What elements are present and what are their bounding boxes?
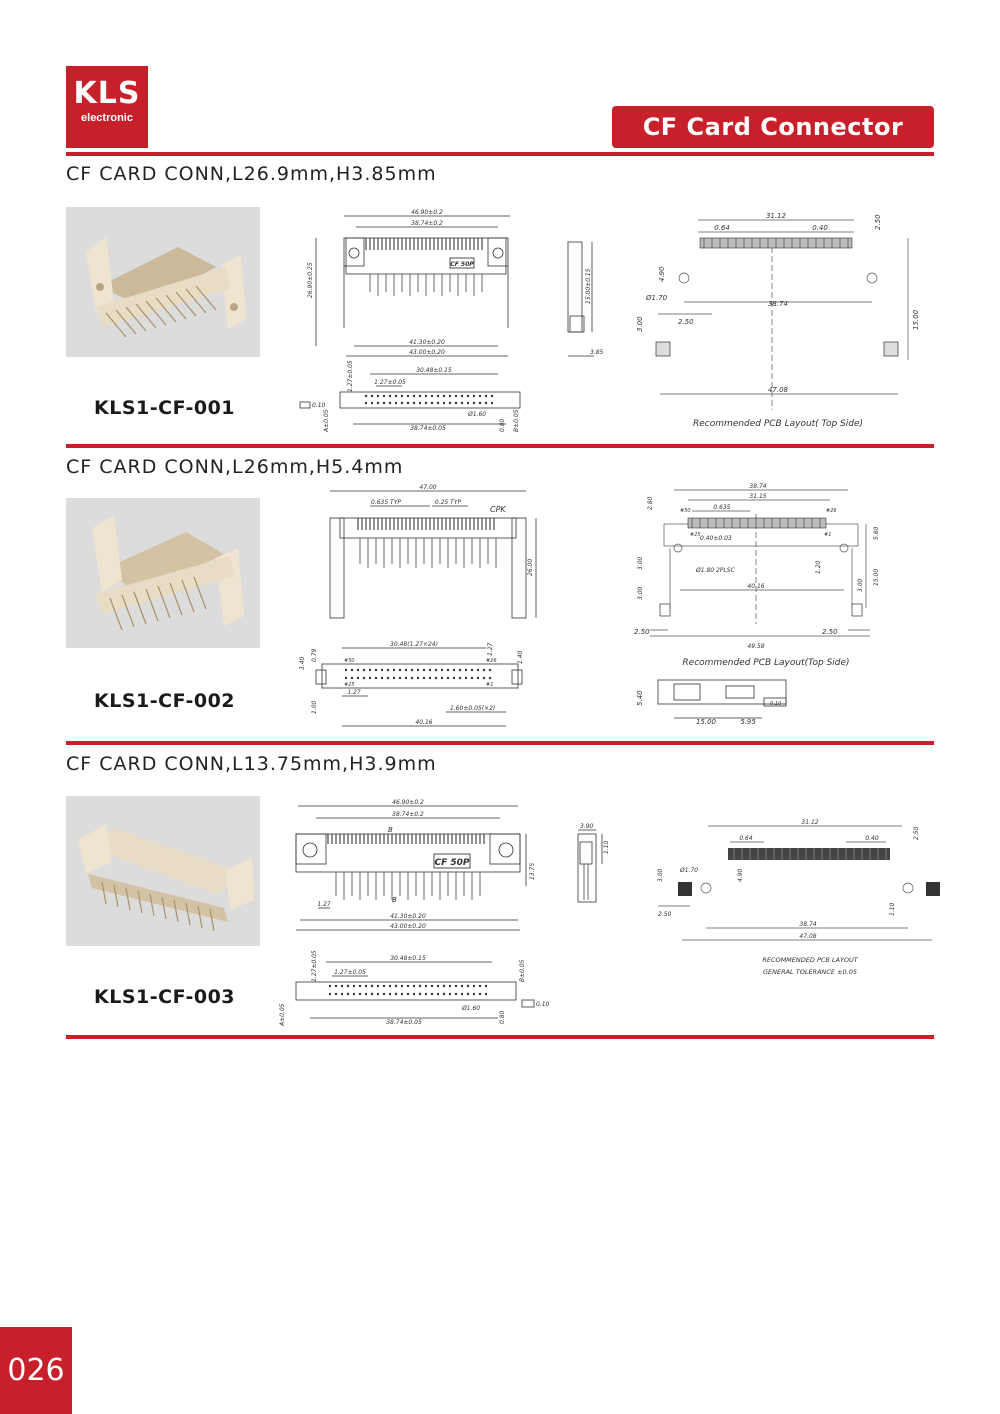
section-title: CF CARD CONN,L26mm,H5.4mm [66,456,404,478]
dim-label: 3.00 [637,586,644,600]
dim-label: 38.74±0.2 [392,811,424,818]
page-number: 026 [0,1327,72,1414]
logo-subtext: electronic [81,112,133,124]
dim-label: 3.40 [299,656,306,670]
dim-label: 2.50 [822,628,838,636]
side-view-drawing [630,676,800,728]
dim-label: 3.00 [637,556,644,570]
dim-label: 1.27±0.05 [347,360,354,392]
dim-label: 0.64 [714,224,730,232]
dim-label: A±0.05 [323,409,330,432]
dim-label: 1.27±0.05 [311,950,318,982]
dim-label: 5.40 [636,690,644,706]
dim-label: 3.90 [580,823,594,830]
pcb-layout-drawing [630,484,892,674]
dim-label: 2.50 [874,214,882,230]
dim-label: 0.635 TYP [370,499,402,506]
dim-label: A±0.05 [279,1003,286,1026]
dim-label: 1.60±0.05(×2) [450,705,496,712]
dim-label: 2.50 [658,911,672,918]
part-number: KLS1-CF-001 [94,397,236,419]
dim-label: Ø1.80 2PLSC [696,567,735,574]
dim-label: 38.74±0.2 [411,220,443,227]
dim-label: 38.74±0.05 [386,1019,422,1026]
side-view-drawing [572,820,616,904]
product-photo [66,207,260,357]
dim-label: B±0.05 [513,409,520,432]
dim-label: 1.27 [487,642,494,656]
dim-label: 26.00 [527,558,534,576]
chip-label: CF 50P [434,858,470,868]
dim-label: 1.27 [317,901,331,908]
brand-logo [66,66,148,148]
dim-label: Ø1.70 [646,294,668,302]
section-title: CF CARD CONN,L13.75mm,H3.9mm [66,753,437,775]
dim-label: 5.80 [873,526,880,540]
page-title: CF Card Connector [612,106,934,148]
bottom-view-drawing [298,360,528,436]
pin-label: #50 [680,508,691,514]
pcb-caption: GENERAL TOLERANCE ±0.05 [762,968,858,976]
chip-label: CF 50P [450,261,474,268]
dim-label: 38.74±0.05 [410,425,446,432]
divider [66,1035,934,1039]
part-number: KLS1-CF-003 [94,986,236,1008]
dim-label: 3.85 [590,349,604,356]
dim-label: 0.40 [865,835,879,842]
dim-label: 41.30±0.20 [409,339,445,346]
front-view-drawing [300,484,560,626]
pcb-layout-drawing [632,210,932,435]
dim-label: 0.40±0.03 [700,535,732,542]
dim-label: 47.08 [767,386,789,394]
pin-label: #26 [826,508,837,514]
product-photo [66,796,260,946]
part-number: KLS1-CF-002 [94,690,236,712]
dim-label: 30.48±0.15 [390,955,426,962]
dim-label: B [388,826,393,834]
dim-label: 2.80 [647,496,654,510]
pin-label: #25 [690,532,701,538]
dim-label: 0.80 [499,1010,506,1024]
pin-label: #1 [486,682,494,688]
dim-label: 31.12 [765,212,787,220]
dim-label: 47.00 [419,484,437,491]
pin-label: #26 [486,658,497,664]
dim-label: 4.90 [658,266,666,282]
connector-photo-2 [66,498,260,648]
dim-label: 3.00 [636,316,644,332]
dim-label: 15.00±0.15 [585,268,592,304]
dim-label: 1.27±0.05 [334,969,366,976]
dim-label: 40.16 [747,583,765,590]
dim-label: Ø1.60 [462,1005,481,1012]
logo-text: KLS [73,76,141,111]
dim-label: CPK [490,505,506,514]
pcb-layout-drawing [650,818,940,980]
product-photo [66,498,260,648]
dim-label: Ø1.70 [680,867,699,874]
dim-label: 13.75 [529,862,536,880]
dim-label: 38.74 [799,921,817,928]
dim-label: 0.10 [770,701,782,707]
dim-label: 2.50 [913,826,920,840]
dim-label: 30.48(1.27×24) [390,641,438,648]
dim-label: 38.74 [749,483,767,490]
dim-label: 0.40 [812,224,828,232]
dim-label: 1.27 [347,689,361,696]
dim-label: 2.50 [678,318,694,326]
bottom-view-drawing [296,640,536,730]
dim-label: 15.00 [873,568,880,586]
dim-label: 3.00 [857,578,864,592]
front-view-drawing [288,796,538,936]
side-view-drawing [560,240,610,360]
front-view-drawing [300,208,600,358]
pin-label: #25 [344,682,355,688]
dim-label: 43.00±0.20 [409,349,445,356]
divider [66,152,934,156]
dim-label: B±0.05 [519,959,526,982]
dim-label: 15.00 [912,309,920,330]
dim-label: 15.00 [695,718,717,726]
dim-label: 1.10 [889,902,896,916]
dim-label: 47.08 [799,933,817,940]
dim-label: Ø1.60 [468,411,487,418]
dim-label: 41.30±0.20 [390,913,426,920]
dim-label: 2.50 [634,628,650,636]
dim-label: 1.27±0.05 [374,379,406,386]
divider [66,444,934,448]
dim-label: 46.90±0.2 [392,799,424,806]
dim-label: 4.90 [737,868,744,882]
dim-label: 30.48±0.15 [416,367,452,374]
dim-label: 0.25 TYP [434,499,462,506]
pcb-caption: RECOMMENDED PCB LAYOUT [762,956,858,964]
dim-label: B [392,896,397,904]
dim-label: 46.90±0.2 [411,209,443,216]
dim-label: 5.95 [740,718,756,726]
dim-label: 43.00±0.20 [390,923,426,930]
divider [66,741,934,745]
dim-label: 1.20 [815,560,822,574]
dim-label: 49.58 [747,643,765,650]
dim-label: 0.79 [311,648,318,662]
section-title: CF CARD CONN,L26.9mm,H3.85mm [66,163,437,185]
dim-label: 26.90±0.25 [307,262,314,298]
connector-photo-1 [66,207,260,357]
dim-label: 0.10 [536,1001,550,1008]
bottom-view-drawing [276,950,550,1026]
pin-label: #1 [824,532,832,538]
pcb-caption: Recommended PCB Layout(Top Side) [682,658,850,668]
dim-label: 1.00 [311,700,318,714]
dim-label: 0.635 [713,504,731,511]
dim-label: 0.64 [739,835,753,842]
dim-label: 0.80 [499,418,506,432]
pcb-caption: Recommended PCB Layout( Top Side) [693,419,863,429]
dim-label: 0.10 [312,402,326,409]
dim-label: 38.74 [767,300,789,308]
dim-label: 3.00 [657,868,664,882]
pin-label: #50 [344,658,355,664]
dim-label: 40.16 [415,719,433,726]
dim-label: 1.40 [517,650,524,664]
dim-label: 31.15 [749,493,767,500]
dim-label: 31.12 [801,819,819,826]
dim-label: 1.10 [603,840,610,854]
connector-photo-3 [66,796,260,946]
